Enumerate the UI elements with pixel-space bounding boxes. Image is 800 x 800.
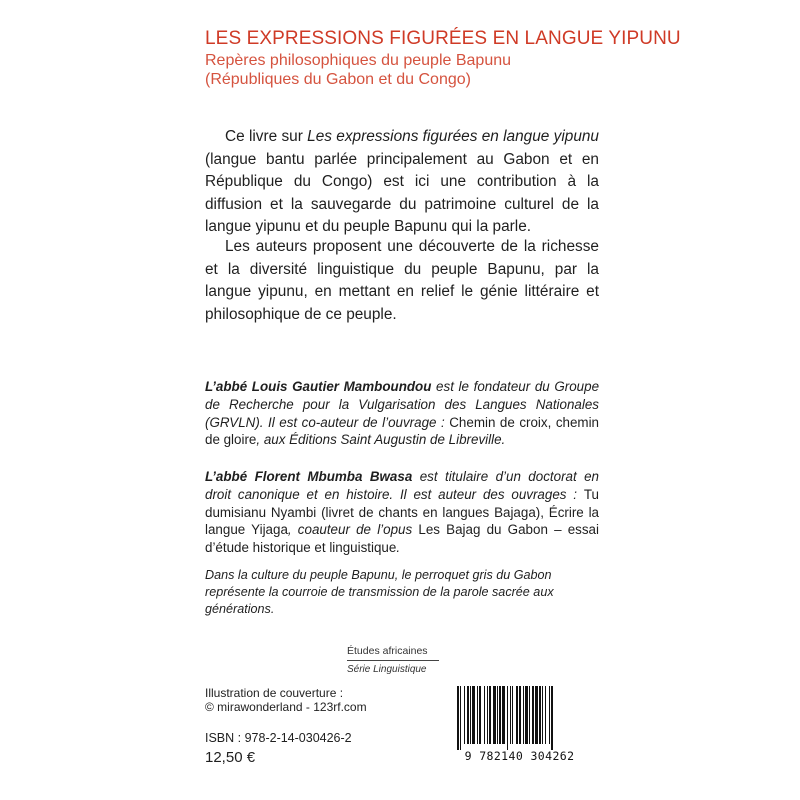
intro-paragraph-2: Les auteurs proposent une découverte de la richesse et la diversité linguistique du peuple Bapunu, par la langue yipunu, en mettant en relief le génie littéraire et philosophique de ce peuple. xyxy=(205,238,599,323)
barcode-bar xyxy=(551,686,553,750)
barcode-bar xyxy=(499,686,501,744)
credits-line1: Illustration de couverture : xyxy=(205,686,344,700)
price: 12,50 € xyxy=(205,749,256,766)
series-block xyxy=(347,645,439,675)
barcode-bar xyxy=(497,686,498,744)
intro-paragraph-1: Ce livre sur Les expressions figurées en langue yipunu (langue bantu parlée principalement au Gabon et en République du Congo) est ici une contribution à la diffusion et la sauvegarde du patrimoine culturel de la langue yipunu et du peuple Bapunu qui la parle. xyxy=(205,128,599,235)
barcode-bar xyxy=(510,686,511,744)
barcode-bar xyxy=(532,686,534,744)
barcode-bar xyxy=(549,686,550,744)
credits-line2: © mirawonderland - 123rf.com xyxy=(205,700,367,714)
barcode-bar xyxy=(523,686,524,744)
book-subtitle-line1: Repères philosophiques du peuple Bapunu xyxy=(205,52,512,69)
barcode xyxy=(441,686,598,764)
barcode-bar xyxy=(512,686,513,744)
barcode-bar xyxy=(507,686,508,750)
author-bio-1: L’abbé Louis Gautier Mamboundou est le fondateur du Groupe de Recherche pour la Vulgarisation des Langues Nationales (GRVLN). Il est co-auteur de l’ouvrage : Chemin de croix, chemin de gloire, aux Éditions Saint Augustin de Libreville. xyxy=(205,379,600,448)
cover-credits xyxy=(205,686,367,714)
barcode-bar xyxy=(545,686,546,744)
barcode-bar xyxy=(470,686,471,744)
barcode-bar xyxy=(529,686,530,744)
barcode-bar xyxy=(525,686,528,744)
barcode-bar xyxy=(535,686,538,744)
barcode-bar xyxy=(460,686,461,750)
barcode-bar xyxy=(516,686,518,744)
cover-note: Dans la culture du peuple Bapunu, le perroquet gris du Gabon représente la courroie de transmission de la parole sacrée aux générations. xyxy=(205,568,554,616)
barcode-bar xyxy=(484,686,485,744)
barcode-bar xyxy=(489,686,491,744)
barcode-bar xyxy=(479,686,481,744)
barcode-number: 9 782140 304262 xyxy=(464,749,575,763)
barcode-bar xyxy=(467,686,469,744)
barcode-bar xyxy=(457,686,459,750)
barcode-bar xyxy=(472,686,475,744)
barcode-bar xyxy=(519,686,521,744)
barcode-bar xyxy=(464,686,465,744)
isbn: ISBN : 978-2-14-030426-2 xyxy=(205,731,352,745)
book-title: LES EXPRESSIONS FIGURÉES EN LANGUE YIPUNU xyxy=(205,28,681,49)
series-collection: Études africaines xyxy=(347,645,439,661)
barcode-bar xyxy=(477,686,478,744)
barcode-bars-icon xyxy=(455,686,585,750)
barcode-bar xyxy=(502,686,505,744)
series-name: Série Linguistique xyxy=(347,664,427,675)
barcode-bar xyxy=(493,686,496,744)
book-subtitle-line2: (Républiques du Gabon et du Congo) xyxy=(205,71,471,88)
author-bio-2: L’abbé Florent Mbumba Bwasa est titulaire d’un doctorat en droit canonique et en histoire. Il est auteur des ouvrages : Tu dumisianu Nyambi (livret de chants en langues Bajaga), Écrire la langue Yijaga, coauteur de l’opus Les Bajag du Gabon – essai d’étude historique et linguistique. xyxy=(205,469,600,556)
barcode-bar xyxy=(542,686,543,744)
barcode-bar xyxy=(487,686,488,744)
barcode-bar xyxy=(539,686,541,744)
